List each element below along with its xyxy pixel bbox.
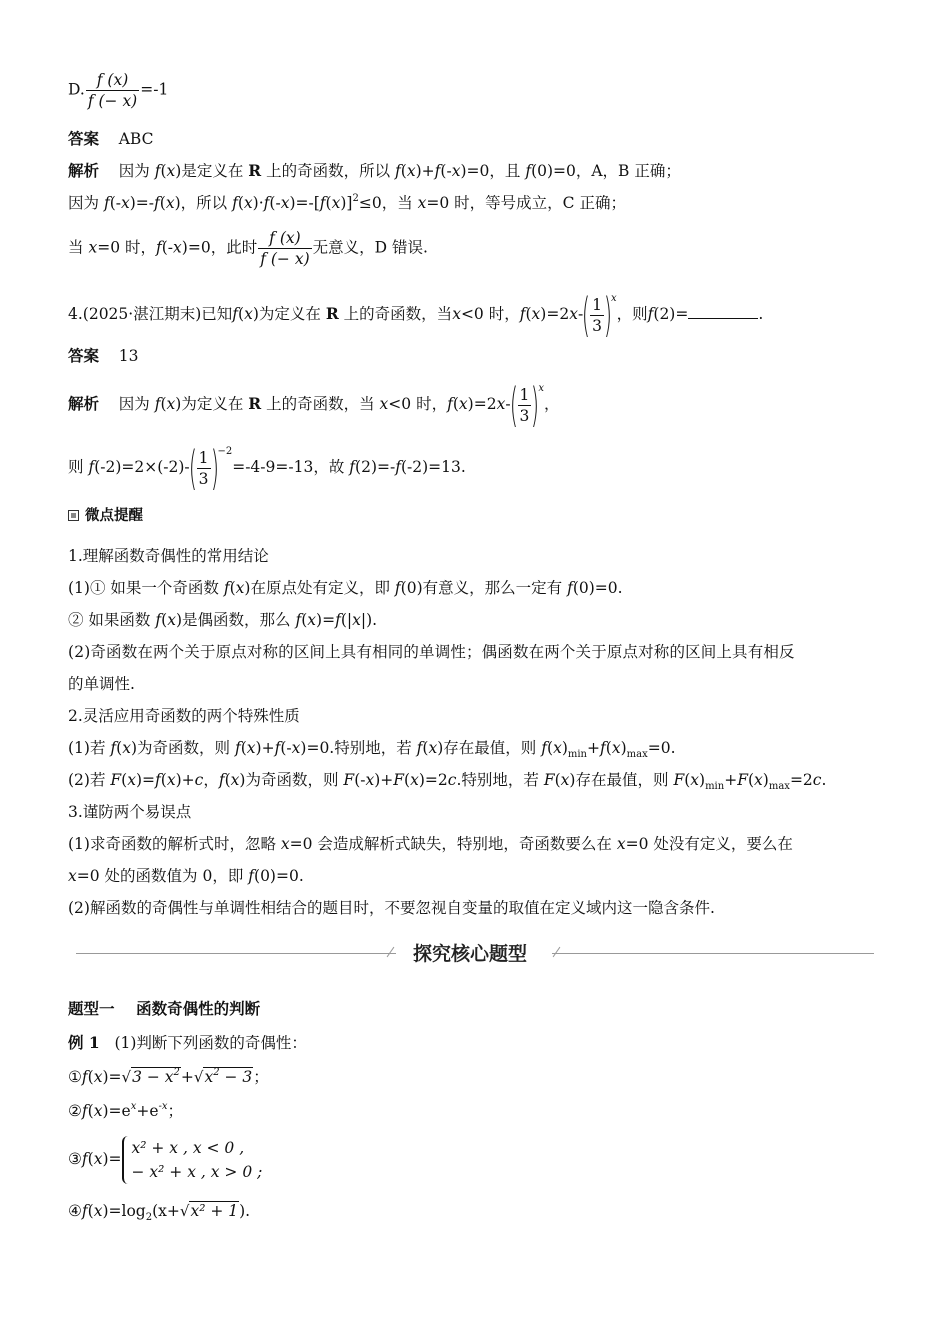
tips-p7: (2)解函数的奇偶性与单调性相结合的题目时，不要忽视自变量的取值在定义域内这一隐含条件. [68, 899, 715, 917]
text: - [577, 305, 584, 323]
item-label: ③ [68, 1150, 82, 1168]
text: =0.特别地，若 [306, 739, 412, 757]
option-d [68, 70, 168, 111]
text: (1)求奇函数的解析式时，忽略 [68, 835, 276, 853]
text: <0 时， [388, 395, 448, 413]
text: =0 处没有定义，要么在 [625, 835, 793, 853]
radical-1: $3 - x^2$ [132, 1067, 180, 1086]
q4-stem: 4.(2025·湛江期末)已知f(x)为定义在 R 上的奇函数，当x<0 时，f(x)=2x-( $\frac{1}{3}$ )$^x$，则f(2)= . [68, 288, 764, 342]
q4-answer [68, 345, 138, 367]
text: 上的奇函数，所以 [266, 162, 391, 180]
subscript: min [567, 749, 587, 761]
text: ， [203, 771, 219, 789]
tips-p6: (1)求奇函数的解析式时，忽略 x=0 会造成解析式缺失，特别地，奇函数要么在 x=0 处没有定义，要么在 [68, 835, 793, 853]
text: 为定义在 [181, 395, 244, 413]
text: ，所以 [180, 194, 228, 212]
tips-p1: (1)① 如果一个奇函数 f(x)在原点处有定义，即 f(0)有意义，那么一定有 f(0)=0. [68, 579, 623, 597]
text: =log [108, 1202, 146, 1220]
example-label: 例 1 [68, 1033, 100, 1052]
text: - [505, 395, 511, 413]
text: 因为 [118, 395, 150, 413]
answer-value: 13 [118, 347, 139, 365]
text: (2)= [653, 305, 689, 323]
text: 因为 [118, 162, 150, 180]
analysis-label: 解析 [68, 162, 100, 180]
item-label: ④ [68, 1202, 82, 1220]
slash-mark-right [553, 947, 561, 957]
text: 为奇函数，则 [245, 771, 339, 789]
tips-heading [68, 505, 143, 527]
text: =0 处的函数值为 0，即 [76, 867, 244, 885]
text: =e [108, 1102, 131, 1120]
q3-answer [68, 128, 153, 150]
fraction-one-third: $\frac{1}{3}$ [592, 295, 603, 335]
text: ， [543, 395, 560, 413]
text: =0. [647, 739, 676, 757]
text: (x+ [152, 1202, 180, 1220]
radical-2: $x^2 - 3$ [204, 1067, 253, 1086]
radical-3: x² + 1 [190, 1202, 239, 1220]
answer-label: 答案 [68, 130, 100, 148]
text: (-2)=2×(-2)- [94, 458, 190, 476]
exponent: x [538, 383, 544, 394]
subscript: max [626, 749, 648, 761]
text: 存在最值，则 [443, 739, 537, 757]
text: (1)① 如果一个奇函数 [68, 579, 219, 597]
analysis-label: 解析 [68, 395, 100, 413]
text: (0)=0. [572, 579, 623, 597]
text: 存在最值，则 [575, 771, 669, 789]
fraction-fx-over-f-neg-x: $\frac{f (x)}{f (- x)}$ [87, 71, 138, 110]
example1-item3: ③f(x)= x² + x , x < 0 , − x² + x , x > 0 ; [68, 1136, 262, 1184]
text: (-2)=13. [400, 458, 466, 476]
real-set-symbol: R [325, 304, 339, 323]
text: =2 [424, 771, 448, 789]
piecewise-brace [122, 1136, 263, 1184]
subscript: max [768, 781, 790, 793]
text: =0，且 [466, 162, 521, 180]
text: 则 [68, 458, 84, 476]
text: 当 [68, 238, 84, 257]
text: (2)=- [355, 458, 396, 476]
exponent: x [610, 293, 617, 304]
text: =2 [546, 305, 570, 323]
text: ≤0，当 [358, 194, 413, 212]
text: 是偶函数，那么 [182, 611, 291, 629]
text: ； [253, 1068, 269, 1086]
fraction-one-third: $\frac{1}{3}$ [519, 385, 530, 425]
tips-p6b: x=0 处的函数值为 0，即 f(0)=0. [68, 867, 304, 885]
real-set-symbol: R [248, 161, 262, 180]
text: 为奇函数，则 [137, 739, 231, 757]
case-2: − x² + x , x > 0 ; [131, 1163, 263, 1181]
text: =0 时，等号成立，C 正确； [426, 194, 626, 212]
tips-h2: 2.灵活应用奇函数的两个特殊性质 [68, 707, 300, 725]
example1-item2: $②f(x)=e^x+e^{-x}$； [68, 1101, 184, 1120]
text: 是定义在 [181, 162, 244, 180]
text: (| [340, 611, 353, 629]
text: =0 会造成解析式缺失，特别地，奇函数要么在 [289, 835, 612, 853]
fraction-fx-over-f-neg-x: $\frac{f (x)}{f (- x)}$ [260, 229, 310, 268]
text: ； [167, 1102, 184, 1120]
q3-analysis-line1: 解析 因为 f(x)是定义在 R 上的奇函数，所以 f(x)+f(-x)=0，且 f(0)=0，A，B 正确； [68, 161, 681, 180]
text: 上的奇函数，当 [266, 395, 375, 413]
text: (2)若 [68, 771, 106, 789]
example1-item1: ①f(x)=√3 − $x^2+√x^2 - 3$； [68, 1067, 269, 1086]
type1-title: 题型一 函数奇偶性的判断 [68, 1000, 261, 1018]
text: <0 时， [460, 305, 520, 323]
text: ，则 [616, 305, 648, 323]
q4-analysis-line2: 则 f(-2)=2×(-2)-( $\frac{1}{3}$ )$^{-2}$=-4-9=-13，故 f(2)=-f(-2)=13. [68, 441, 466, 495]
answer-label: 答案 [68, 347, 100, 365]
tips-p4: (1)若 f(x)为奇函数，则 f(x)+f(-x)=0.特别地，若 f(x)存在最值，则 $f(x)_{min}+f(x)_{max}=0$. [68, 739, 676, 761]
text: (0)=0，A，B 正确； [531, 162, 681, 180]
divider-right [552, 953, 874, 954]
text: . [758, 305, 764, 323]
text: ). [239, 1202, 251, 1220]
text: ] [346, 194, 353, 212]
text: = [322, 611, 336, 629]
text: =2 [789, 771, 813, 789]
tips-h1: 1.理解函数奇偶性的常用结论 [68, 547, 269, 565]
option-d-label: D. [68, 80, 85, 99]
text: =-[ [295, 194, 320, 212]
text: (1)判断下列函数的奇偶性： [114, 1034, 307, 1052]
text: 为定义在 [258, 305, 321, 323]
text: 无意义，D 错误. [312, 238, 428, 257]
q4-analysis-line1: 解析 因为 f(x)为定义在 R 上的奇函数，当 x<0 时，f(x)=2x-( $\frac{1}{3}$ )$^x$， [68, 378, 560, 432]
fraction-one-third: $\frac{1}{3}$ [198, 448, 209, 488]
subscript: min [705, 781, 725, 793]
answer-blank[interactable] [688, 304, 758, 319]
exponent: −2 [217, 446, 233, 457]
text: (0)=0. [254, 867, 304, 885]
text: =0，此时 [187, 238, 258, 257]
text: 在原点处有定义，即 [250, 579, 390, 597]
text: =0 时， [97, 238, 156, 257]
text: ② 如果函数 [68, 611, 151, 629]
example1-stem [68, 1032, 307, 1054]
text: 上的奇函数，当 [343, 305, 453, 323]
text: (1)若 [68, 739, 106, 757]
text: 因为 [68, 194, 100, 212]
tips-h3: 3.谨防两个易误点 [68, 803, 192, 821]
item-label: ② [68, 1102, 82, 1120]
q3-analysis-line2: 因为 f(-x)=-f(x)，所以 $f(x)\cdot f(-x)=-[f(x)]^2\le 0$，当 x=0 时，等号成立，C 正确； [68, 193, 626, 212]
subscript: 2 [145, 1212, 153, 1224]
text: (0)有意义，那么一定有 [400, 579, 563, 597]
text: |). [360, 611, 378, 629]
tips-p2: ② 如果函数 f(x)是偶函数，那么 f(x)=f(|x|). [68, 611, 378, 629]
example1-item4: $④f(x)=\log_2(x+√x^2 + 1)$. [68, 1202, 251, 1224]
text: =2 [473, 395, 497, 413]
tips-p5: (2)若 F(x)=f(x)+c，f(x)为奇函数，则 F(-x)+F(x)=2c.特别地，若 F(x)存在最值，则 $F(x)_{min}+F(x)_{max}=2c$. [68, 771, 827, 793]
text: 4.(2025·湛江期末)已知 [68, 305, 233, 323]
real-set-symbol: R [248, 394, 262, 413]
divider-left [76, 953, 396, 954]
q3-analysis-line3: 当 x=0 时，f(-x)=0，此时 $\frac{f (x)}{f (- x)}$ 无意义，D 错误. [68, 229, 428, 268]
square-bullet-icon [68, 510, 79, 521]
answer-value: ABC [118, 130, 154, 148]
option-d-tail: =-1 [140, 80, 169, 99]
section-title: 探究核心题型 [413, 943, 528, 965]
text: +e [136, 1102, 159, 1120]
item-label: ① [68, 1068, 82, 1086]
tips-p3: (2)奇函数在两个关于原点对称的区间上具有相同的单调性；偶函数在两个关于原点对称的区间上具有相反 [68, 643, 795, 661]
case-1: x² + x , x < 0 , [131, 1139, 245, 1157]
text: .特别地，若 [456, 771, 539, 789]
text: =-4-9=-13，故 [232, 458, 345, 476]
slash-mark-left [387, 947, 395, 957]
tips-title: 微点提醒 [85, 508, 143, 524]
tips-p3b: 的单调性. [68, 675, 135, 693]
